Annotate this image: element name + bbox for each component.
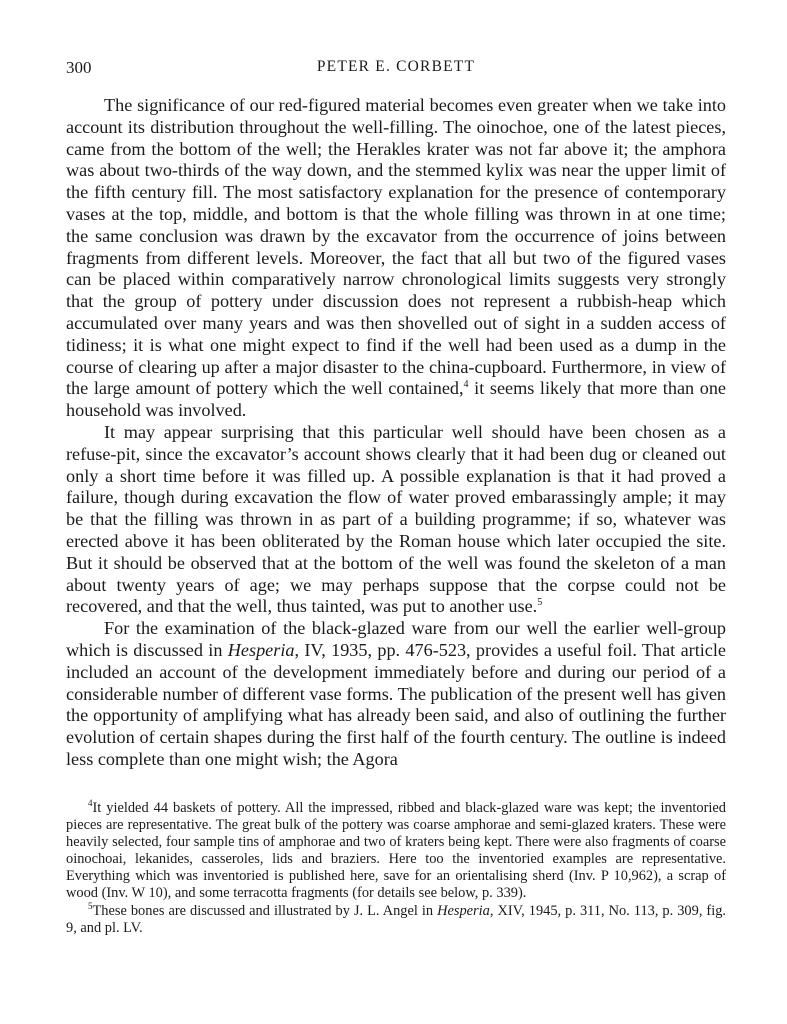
page-number: 300	[66, 58, 92, 77]
footnote-5-text: These bones are discussed and illustrated by J. L. Angel in	[92, 902, 438, 919]
main-text	[66, 95, 726, 771]
footnote-5-text-cont: , XIV, 1945, p. 311, No. 113, p. 309, fig. 9, and pl. LV.	[66, 902, 727, 936]
paragraph-2-text: It may appear surprising that this particular well should have been chosen as a refuse-pit, since the excavator’s account shows clearly that it had been dug or cleaned out only a short time before it was filled up. A possible explanation is that it had proved a failure, though during excavation the flow of water proved embarassingly ample; it may be that the filling was thrown in as part of a building programme; if so, whatever was erected above it has been obliterated by the Roman house which later occupied the site. But it should be observed that at the bottom of the well was found the skeleton of a man about twenty years of age; we may perhaps suppose that the corpse could not be recovered, and that the well, thus tainted, was put to another use.	[66, 421, 726, 617]
running-title: PETER E. CORBETT	[316, 58, 476, 75]
paragraph-3-text-cont: , IV, 1935, pp. 476-523, provides a useful foil. That article included an account of the development immediately before and during our period of a considerable number of different vase forms. The publication of the present well has given the opportunity of amplifying what has already been said, and also of outlining the further evolution of certain shapes during the first half of the fourth century. The outline is indeed less complete than one might wish; the Agora	[66, 639, 726, 769]
footnote-4	[66, 800, 726, 903]
paragraph-1-text-cont: it seems likely that more than one household was involved.	[66, 378, 726, 421]
footnote-5-marker: 5	[88, 900, 93, 911]
footnote-ref-5[interactable]: 5	[537, 597, 543, 609]
paragraph-1	[66, 95, 726, 422]
footnote-5-journal: Hesperia	[437, 902, 490, 919]
footnote-5	[66, 900, 727, 937]
paragraph-1-text: The significance of our red-figured material becomes even greater when we take into account its distribution throughout the well-filling. The oinochoe, one of the latest pieces, came from the bottom of the well; the Herakles krater was not far above it; the amphora was about two-thirds of the way down, and the stemmed kylix was near the upper limit of the fifth century fill. The most satisfactory explanation for the presence of contemporary vases at the top, middle, and bottom is that the whole filling was thrown in at one time; the same conclusion was drawn by the excavator from the occurrence of joins between fragments from different levels. Moreover, the fact that all but two of the figured vases can be placed within comparatively narrow chronological limits suggests very strongly that the group of pottery under discussion does not represent a rubbish-heap which accumulated over many years and was then shovelled out of sight in a sudden access of tidiness; it is what one might expect to find if the well had been used as a dump in the course of clearing up after a major disaster to the china-cupboard. Furthermore, in view of the large amount of pottery which the well contained,	[66, 95, 726, 399]
footnote-4-marker: 4	[88, 798, 93, 809]
running-header	[66, 58, 726, 82]
paragraph-2	[66, 422, 726, 618]
paragraph-3-text: For the examination of the black-glazed ware from our well the earlier well-group which is discussed in	[66, 618, 726, 660]
paragraph-3	[66, 618, 726, 771]
journal-title: Hesperia	[227, 639, 295, 660]
footnote-ref-4[interactable]: 4	[463, 379, 469, 391]
footnotes	[66, 800, 726, 937]
footnote-4-text: It yielded 44 baskets of pottery. All the impressed, ribbed and black-glazed ware was kept; the inventoried pieces are representative. The great bulk of the pottery was coarse amphorae and semi-glazed kraters. These were heavily selected, four sample tins of amphorae and two of kraters being kept. There were also fragments of coarse oinochoai, lekanides, casseroles, lids and braziers. Here too the inventoried examples are representative. Everything which was inventoried is published here, save for an orientalising sherd (Inv. P 10,962), a scrap of wood (Inv. W 10), and some terracotta fragments (for details see below, p. 339).	[66, 800, 726, 902]
